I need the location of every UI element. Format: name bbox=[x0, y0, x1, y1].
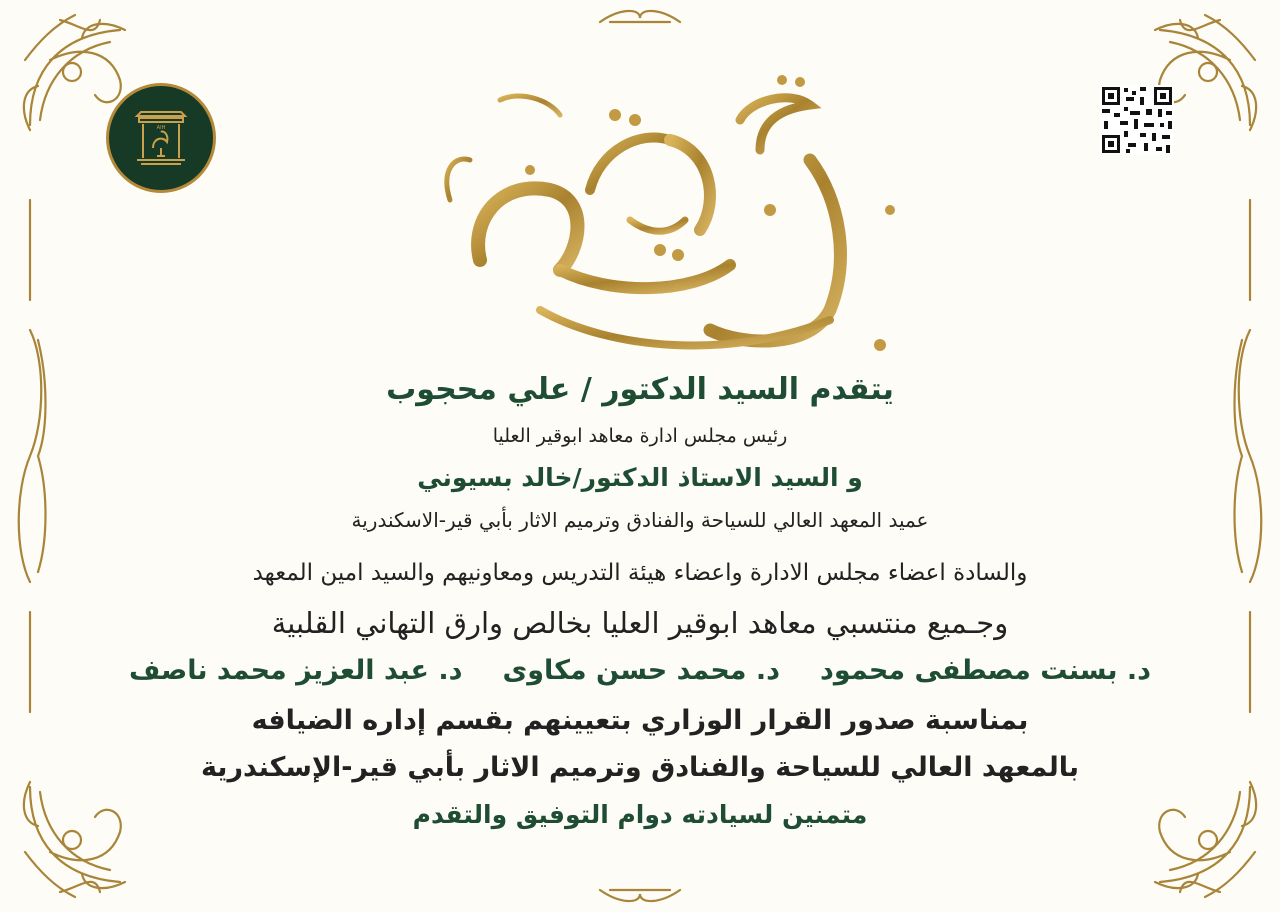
wishes-line: متمنين لسيادته دوام التوفيق والتقدم bbox=[412, 800, 868, 829]
dean-line: و السيد الاستاذ الدكتور/خالد بسيوني bbox=[417, 463, 863, 492]
staff-line: والسادة اعضاء مجلس الادارة واعضاء هيئة التدريس ومعاونيهم والسيد امين المعهد bbox=[252, 560, 1028, 586]
title-text: برقية تهنئة bbox=[667, 220, 673, 221]
sender-line: يتقدم السيد الدكتور / علي محجوب bbox=[386, 372, 894, 407]
honoree-name: د. بسنت مصطفى محمود bbox=[820, 655, 1152, 686]
logo-caption: AIH bbox=[156, 125, 166, 131]
dean-title: عميد المعهد العالي للسياحة والفنادق وترميم الاثار بأبي قير-الاسكندرية bbox=[351, 508, 929, 532]
honorees-names bbox=[90, 655, 1190, 686]
institute-logo bbox=[106, 83, 216, 193]
sender-title: رئيس مجلس ادارة معاهد ابوقير العليا bbox=[492, 425, 788, 447]
calligraphy-title bbox=[410, 60, 930, 360]
institute-line: بالمعهد العالي للسياحة والفنادق وترميم الاثار بأبي قير-الإسكندرية bbox=[200, 752, 1080, 783]
qr-code-icon bbox=[1100, 85, 1174, 155]
occasion-line: بمناسبة صدور القرار الوزاري بتعيينهم بقسم إداره الضيافه bbox=[251, 705, 1029, 736]
honoree-name: د. محمد حسن مكاوى bbox=[502, 655, 781, 686]
honoree-name: د. عبد العزيز محمد ناصف bbox=[128, 655, 463, 686]
congrats-line: وجـميع منتسبي معاهد ابوقير العليا بخالص وارق التهاني القلبية bbox=[271, 606, 1009, 640]
